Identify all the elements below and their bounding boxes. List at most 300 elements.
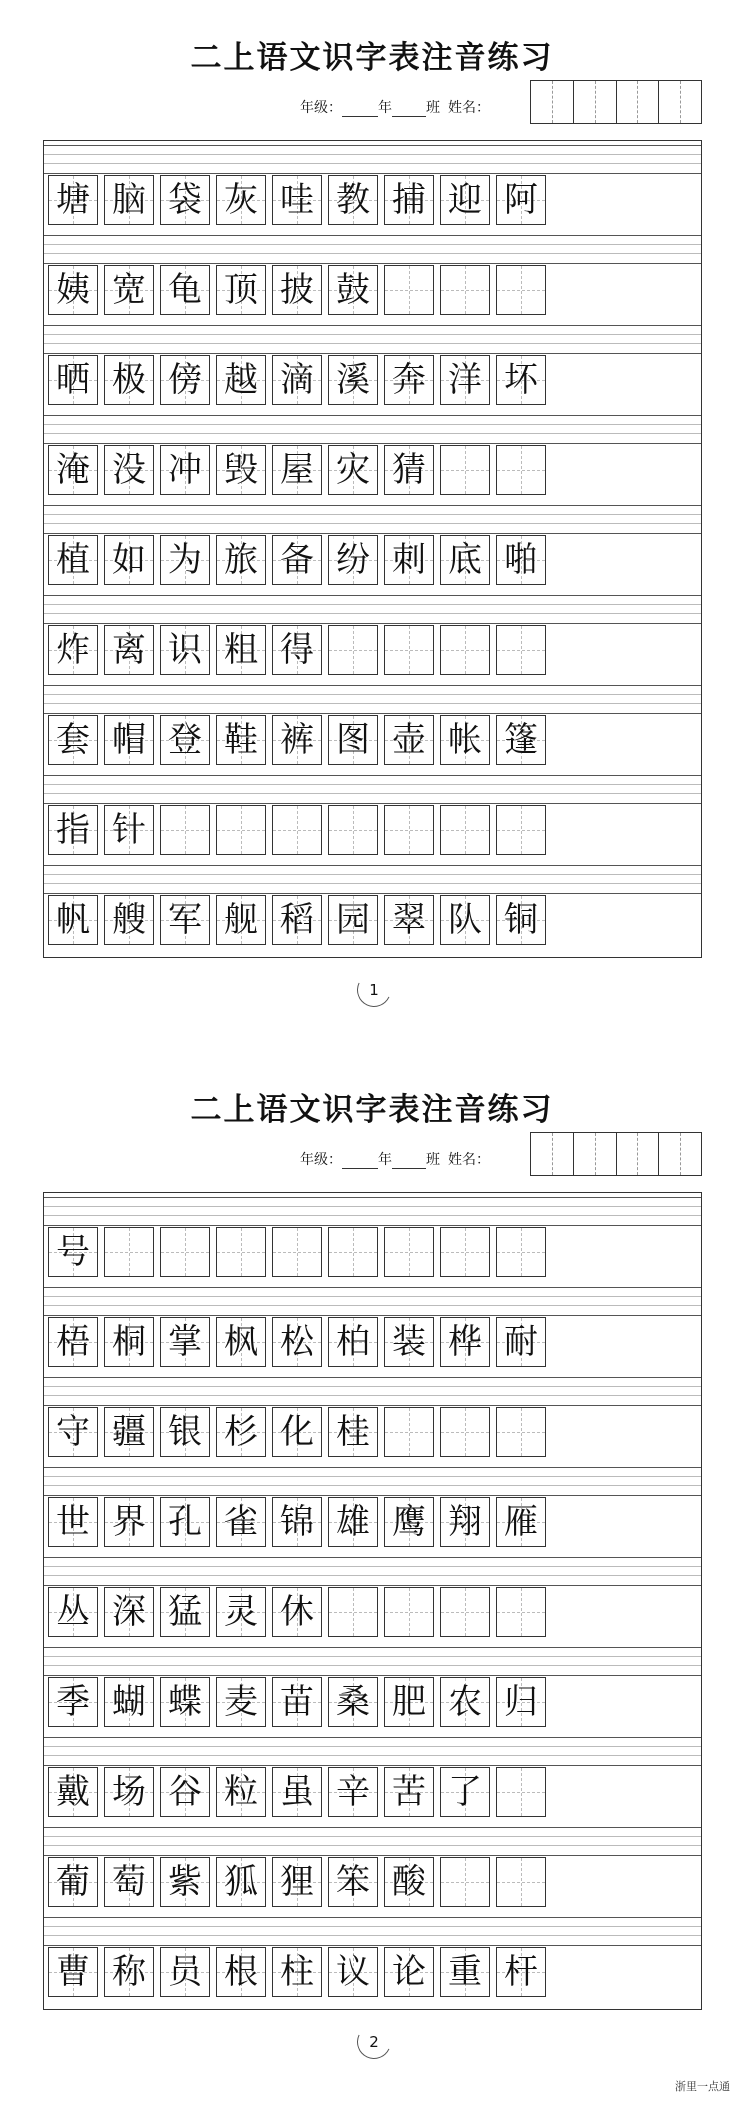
character-cell <box>104 1227 154 1277</box>
character-cell <box>328 1317 378 1367</box>
character: 雄 <box>336 1502 370 1542</box>
character-cell <box>496 1227 546 1277</box>
character: 备 <box>280 540 314 580</box>
character-cell <box>160 1947 210 1997</box>
name-box[interactable] <box>574 1133 617 1175</box>
character: 教 <box>336 180 370 220</box>
character: 帐 <box>448 720 482 760</box>
character-cell <box>496 805 546 855</box>
character-cell <box>160 805 210 855</box>
character-cell <box>104 355 154 405</box>
practice-row <box>44 1733 701 1823</box>
character-cell <box>104 715 154 765</box>
character: 曹 <box>56 1952 90 1992</box>
character: 休 <box>280 1592 314 1632</box>
character: 稻 <box>280 900 314 940</box>
character: 没 <box>112 450 146 490</box>
character: 越 <box>224 360 258 400</box>
character-cell <box>272 1227 322 1277</box>
character-cell <box>48 1677 98 1727</box>
practice-row <box>44 1643 701 1733</box>
character-cell <box>440 1767 490 1817</box>
pinyin-lines[interactable] <box>44 865 701 894</box>
character-cell <box>48 1947 98 1997</box>
character: 炸 <box>56 630 90 670</box>
character-cell <box>160 445 210 495</box>
character: 柏 <box>336 1322 370 1362</box>
character-cell <box>384 1947 434 1997</box>
practice-row <box>44 1553 701 1643</box>
grade-label: 年级： <box>300 1152 342 1168</box>
character-cell <box>160 625 210 675</box>
character-cell <box>440 1497 490 1547</box>
character-cell <box>384 1767 434 1817</box>
character-cell <box>216 1317 266 1367</box>
character-cell <box>48 445 98 495</box>
character-cell <box>496 265 546 315</box>
practice-row <box>44 1463 701 1553</box>
character: 冲 <box>168 450 202 490</box>
character-cell <box>496 175 546 225</box>
pinyin-lines[interactable] <box>44 1647 701 1676</box>
character-cell <box>272 715 322 765</box>
character-cell <box>160 1317 210 1367</box>
class-blank[interactable] <box>392 1154 426 1169</box>
character: 谷 <box>168 1772 202 1812</box>
character: 苦 <box>392 1772 426 1812</box>
practice-row <box>44 1283 701 1373</box>
character-cell <box>272 805 322 855</box>
character-cell <box>384 265 434 315</box>
character-cell <box>272 625 322 675</box>
character-cell <box>272 1497 322 1547</box>
character-cell <box>328 1767 378 1817</box>
character-cell <box>328 175 378 225</box>
character-cell <box>496 445 546 495</box>
character-cell <box>272 355 322 405</box>
character: 蝶 <box>168 1682 202 1722</box>
character: 军 <box>168 900 202 940</box>
pinyin-lines[interactable] <box>44 595 701 624</box>
character-cell <box>328 1587 378 1637</box>
character: 灰 <box>224 180 258 220</box>
practice-row <box>44 1193 701 1283</box>
pinyin-lines[interactable] <box>44 1737 701 1766</box>
character-cell <box>48 1767 98 1817</box>
practice-row <box>44 771 701 861</box>
character-cell <box>104 175 154 225</box>
character-cell <box>48 355 98 405</box>
character: 鼓 <box>336 270 370 310</box>
character: 植 <box>56 540 90 580</box>
character: 指 <box>56 810 90 850</box>
character-cell <box>48 895 98 945</box>
name-boxes[interactable] <box>530 80 702 124</box>
character: 迎 <box>448 180 482 220</box>
character-cell <box>104 1587 154 1637</box>
character: 袋 <box>168 180 202 220</box>
character-cell <box>216 445 266 495</box>
character: 毁 <box>224 450 258 490</box>
pinyin-lines[interactable] <box>44 235 701 264</box>
character: 松 <box>280 1322 314 1362</box>
character: 猛 <box>168 1592 202 1632</box>
pinyin-lines[interactable] <box>44 505 701 534</box>
page-title: 二上语文识字表注音练习 <box>190 1092 554 1128</box>
character-cell <box>384 445 434 495</box>
class-label: 班 <box>426 100 440 116</box>
character: 龟 <box>168 270 202 310</box>
character: 裤 <box>280 720 314 760</box>
character: 奔 <box>392 360 426 400</box>
character-cell <box>216 1407 266 1457</box>
class-blank[interactable] <box>392 102 426 117</box>
character-cell <box>216 1677 266 1727</box>
pinyin-lines[interactable] <box>44 325 701 354</box>
character-cell <box>440 355 490 405</box>
character: 杉 <box>224 1412 258 1452</box>
character: 离 <box>112 630 146 670</box>
character: 粒 <box>224 1772 258 1812</box>
character: 队 <box>448 900 482 940</box>
character: 葡 <box>56 1862 90 1902</box>
page-title: 二上语文识字表注音练习 <box>190 40 554 76</box>
character-cell <box>496 535 546 585</box>
character: 猜 <box>392 450 426 490</box>
character: 啪 <box>504 540 538 580</box>
character: 纷 <box>336 540 370 580</box>
character: 洋 <box>448 360 482 400</box>
character: 灾 <box>336 450 370 490</box>
character: 如 <box>112 540 146 580</box>
character: 狸 <box>280 1862 314 1902</box>
character: 化 <box>280 1412 314 1452</box>
character-cell <box>272 1767 322 1817</box>
character: 阿 <box>504 180 538 220</box>
character-cell <box>496 1317 546 1367</box>
character-cell <box>496 1767 546 1817</box>
character-cell <box>160 1767 210 1817</box>
character: 深 <box>112 1592 146 1632</box>
practice-row <box>44 231 701 321</box>
name-box[interactable] <box>531 1133 574 1175</box>
character: 丛 <box>56 1592 90 1632</box>
character: 鞋 <box>224 720 258 760</box>
character: 识 <box>168 630 202 670</box>
character-cell <box>272 535 322 585</box>
worksheet-page <box>0 1052 744 2104</box>
character: 紫 <box>168 1862 202 1902</box>
character: 枫 <box>224 1322 258 1362</box>
character-cell <box>216 1587 266 1637</box>
character: 农 <box>448 1682 482 1722</box>
pinyin-lines[interactable] <box>44 685 701 714</box>
character-cell <box>104 265 154 315</box>
character-cell <box>160 265 210 315</box>
character: 了 <box>448 1772 482 1812</box>
character: 翠 <box>392 900 426 940</box>
character-cell <box>160 715 210 765</box>
character-cell <box>384 715 434 765</box>
character: 笨 <box>336 1862 370 1902</box>
page-number: 1 <box>357 973 391 1007</box>
character-cell <box>216 265 266 315</box>
character-cell <box>104 1677 154 1727</box>
character: 滴 <box>280 360 314 400</box>
character-cell <box>104 1407 154 1457</box>
character-cell <box>496 355 546 405</box>
character-cell <box>216 175 266 225</box>
character: 季 <box>56 1682 90 1722</box>
pinyin-lines[interactable] <box>44 1917 701 1946</box>
character: 傍 <box>168 360 202 400</box>
character-cell <box>48 1857 98 1907</box>
character-cell <box>160 1227 210 1277</box>
practice-row <box>44 321 701 411</box>
character: 壶 <box>392 720 426 760</box>
character: 园 <box>336 900 370 940</box>
character-cell <box>216 535 266 585</box>
character-cell <box>384 535 434 585</box>
name-box[interactable] <box>531 81 574 123</box>
character-cell <box>104 445 154 495</box>
character-cell <box>216 1497 266 1547</box>
character: 晒 <box>56 360 90 400</box>
name-box[interactable] <box>659 1133 701 1175</box>
character-cell <box>328 715 378 765</box>
character: 帽 <box>112 720 146 760</box>
character-cell <box>496 895 546 945</box>
character: 姨 <box>56 270 90 310</box>
character: 根 <box>224 1952 258 1992</box>
character: 极 <box>112 360 146 400</box>
pinyin-lines[interactable] <box>44 1557 701 1586</box>
character-cell <box>272 445 322 495</box>
character-cell <box>160 1407 210 1457</box>
character: 肥 <box>392 1682 426 1722</box>
character-cell <box>216 805 266 855</box>
character-cell <box>104 1767 154 1817</box>
character-cell <box>440 445 490 495</box>
character: 界 <box>112 1502 146 1542</box>
year-label: 年 <box>378 1152 392 1168</box>
character-cell <box>384 1317 434 1367</box>
character: 为 <box>168 540 202 580</box>
character: 守 <box>56 1412 90 1452</box>
character-cell <box>216 355 266 405</box>
name-box[interactable] <box>617 1133 660 1175</box>
character-cell <box>272 265 322 315</box>
character-cell <box>440 1857 490 1907</box>
pinyin-lines[interactable] <box>44 415 701 444</box>
character-cell <box>272 175 322 225</box>
pinyin-lines[interactable] <box>44 1827 701 1856</box>
grade-label: 年级： <box>300 100 342 116</box>
name-box[interactable] <box>617 81 660 123</box>
character-cell <box>48 1227 98 1277</box>
character-cell <box>440 1407 490 1457</box>
character-cell <box>328 1407 378 1457</box>
pinyin-lines[interactable] <box>44 1377 701 1406</box>
character: 狐 <box>224 1862 258 1902</box>
character-cell <box>216 1227 266 1277</box>
character-cell <box>272 1857 322 1907</box>
character: 哇 <box>280 180 314 220</box>
character-cell <box>328 1227 378 1277</box>
character-cell <box>328 445 378 495</box>
character-cell <box>496 1407 546 1457</box>
character-cell <box>440 1947 490 1997</box>
character-cell <box>440 175 490 225</box>
character-cell <box>496 1677 546 1727</box>
character-cell <box>216 1947 266 1997</box>
name-label: 姓名： <box>448 100 490 116</box>
character-cell <box>104 805 154 855</box>
character-cell <box>496 1587 546 1637</box>
character: 酸 <box>392 1862 426 1902</box>
character-cell <box>216 1857 266 1907</box>
character-cell <box>496 715 546 765</box>
character-cell <box>328 805 378 855</box>
practice-row <box>44 681 701 771</box>
practice-row <box>44 1823 701 1913</box>
character-cell <box>384 355 434 405</box>
practice-grid <box>43 140 702 958</box>
character: 耐 <box>504 1322 538 1362</box>
character-cell <box>216 625 266 675</box>
character-cell <box>440 1317 490 1367</box>
character: 疆 <box>112 1412 146 1452</box>
page-number: 2 <box>357 2025 391 2059</box>
character-cell <box>160 1677 210 1727</box>
character-cell <box>384 1677 434 1727</box>
character: 装 <box>392 1322 426 1362</box>
character-cell <box>496 625 546 675</box>
character: 称 <box>112 1952 146 1992</box>
character-cell <box>328 1497 378 1547</box>
character-cell <box>272 1407 322 1457</box>
practice-row <box>44 1913 701 2003</box>
name-box[interactable] <box>659 81 701 123</box>
character-cell <box>48 1317 98 1367</box>
character: 套 <box>56 720 90 760</box>
character-cell <box>104 625 154 675</box>
pinyin-lines[interactable] <box>44 1197 701 1226</box>
character-cell <box>104 1497 154 1547</box>
practice-row <box>44 1373 701 1463</box>
character-cell <box>328 535 378 585</box>
character-cell <box>384 805 434 855</box>
character-cell <box>328 625 378 675</box>
character-cell <box>384 175 434 225</box>
character-cell <box>104 535 154 585</box>
character-cell <box>440 1227 490 1277</box>
character-cell <box>384 895 434 945</box>
character-cell <box>160 1587 210 1637</box>
character: 号 <box>56 1232 90 1272</box>
character: 桐 <box>112 1322 146 1362</box>
character: 脑 <box>112 180 146 220</box>
character-cell <box>48 805 98 855</box>
character: 柱 <box>280 1952 314 1992</box>
character: 苗 <box>280 1682 314 1722</box>
character: 底 <box>448 540 482 580</box>
practice-row <box>44 141 701 231</box>
character-cell <box>48 535 98 585</box>
year-label: 年 <box>378 100 392 116</box>
character: 登 <box>168 720 202 760</box>
watermark: 浙里一点通 <box>675 2080 730 2093</box>
character-cell <box>440 535 490 585</box>
character: 刺 <box>392 540 426 580</box>
name-boxes[interactable] <box>530 1132 702 1176</box>
character: 萄 <box>112 1862 146 1902</box>
character-cell <box>160 175 210 225</box>
character: 翔 <box>448 1502 482 1542</box>
practice-grid <box>43 1192 702 2010</box>
character: 坏 <box>504 360 538 400</box>
character: 宽 <box>112 270 146 310</box>
character-cell <box>440 265 490 315</box>
character-cell <box>104 895 154 945</box>
pinyin-lines[interactable] <box>44 775 701 804</box>
grade-blank[interactable] <box>342 102 378 117</box>
character: 杆 <box>504 1952 538 1992</box>
character-cell <box>216 1767 266 1817</box>
character: 针 <box>112 810 146 850</box>
character: 辛 <box>336 1772 370 1812</box>
character: 淹 <box>56 450 90 490</box>
character-cell <box>160 535 210 585</box>
character: 桂 <box>336 1412 370 1452</box>
character: 归 <box>504 1682 538 1722</box>
character-cell <box>48 625 98 675</box>
character-cell <box>160 895 210 945</box>
student-info <box>300 97 490 117</box>
practice-row <box>44 591 701 681</box>
character-cell <box>384 1857 434 1907</box>
character: 捕 <box>392 180 426 220</box>
grade-blank[interactable] <box>342 1154 378 1169</box>
character: 塘 <box>56 180 90 220</box>
character-cell <box>160 1497 210 1547</box>
character-cell <box>440 1587 490 1637</box>
character-cell <box>48 265 98 315</box>
character: 粗 <box>224 630 258 670</box>
name-box[interactable] <box>574 81 617 123</box>
character-cell <box>48 1497 98 1547</box>
character-cell <box>216 715 266 765</box>
character: 戴 <box>56 1772 90 1812</box>
character: 顶 <box>224 270 258 310</box>
pinyin-lines[interactable] <box>44 145 701 174</box>
character-cell <box>104 1947 154 1997</box>
pinyin-lines[interactable] <box>44 1287 701 1316</box>
character: 图 <box>336 720 370 760</box>
character-cell <box>272 895 322 945</box>
pinyin-lines[interactable] <box>44 1467 701 1496</box>
character-cell <box>328 1857 378 1907</box>
character: 雁 <box>504 1502 538 1542</box>
character: 帆 <box>56 900 90 940</box>
character-cell <box>440 1677 490 1727</box>
character-cell <box>328 265 378 315</box>
practice-row <box>44 501 701 591</box>
character: 重 <box>448 1952 482 1992</box>
character: 屋 <box>280 450 314 490</box>
character-cell <box>440 895 490 945</box>
character-cell <box>384 625 434 675</box>
